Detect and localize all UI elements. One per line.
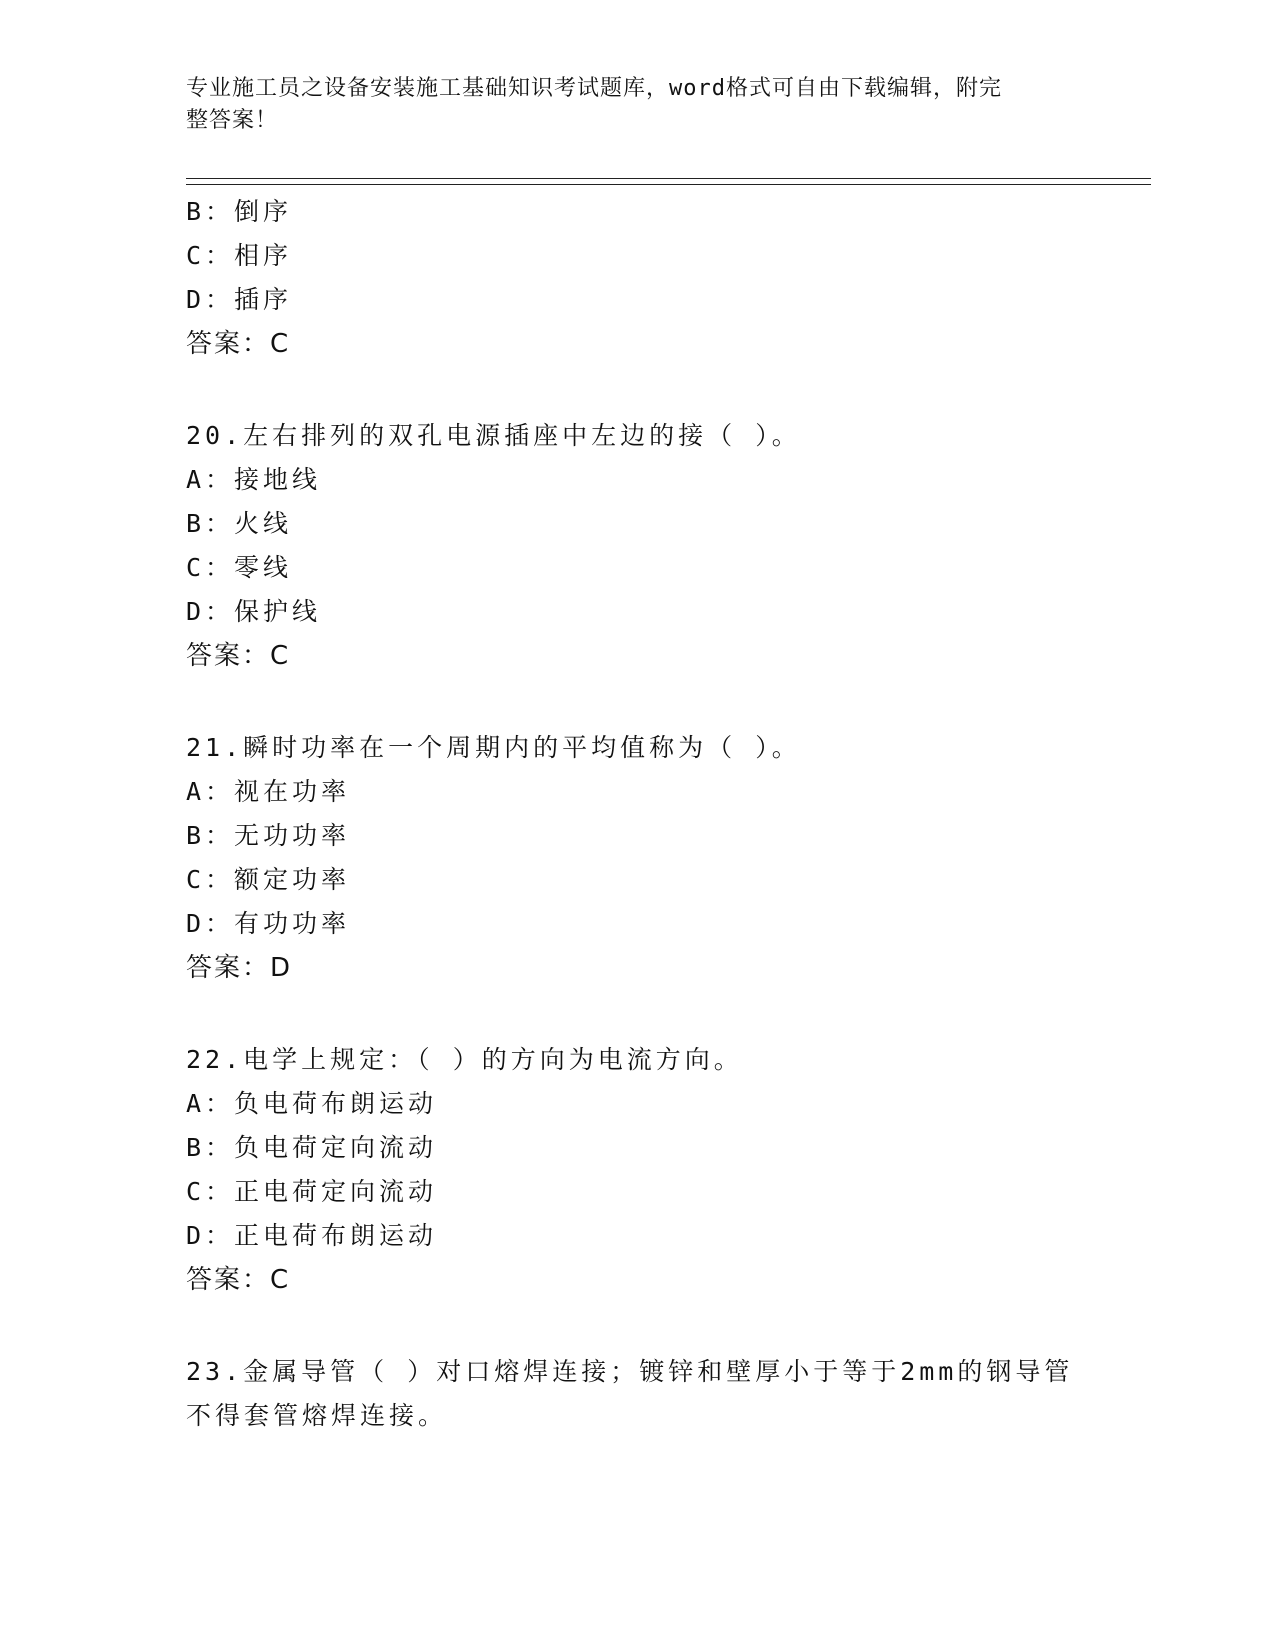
- option-d: D：插序: [186, 285, 293, 314]
- option-c: C：零线: [186, 553, 293, 582]
- option-d: D：正电荷布朗运动: [186, 1221, 438, 1250]
- question-stem: 20.左右排列的双孔电源插座中左边的接（ ）。: [186, 421, 801, 450]
- question-21: [186, 726, 1146, 990]
- option-a: A：接地线: [186, 465, 322, 494]
- header-line-2: 整答案！: [186, 108, 279, 133]
- question-stem-line-2: 不得套管熔焊连接。: [186, 1401, 448, 1430]
- question-list: [186, 190, 1146, 1438]
- answer: 答案：D: [186, 953, 293, 983]
- option-b: B：负电荷定向流动: [186, 1133, 438, 1162]
- answer: 答案：C: [186, 1265, 291, 1295]
- answer: 答案：C: [186, 641, 291, 671]
- option-a: A：视在功率: [186, 777, 351, 806]
- option-a: A：负电荷布朗运动: [186, 1089, 438, 1118]
- option-b: B：无功功率: [186, 821, 351, 850]
- header-line-1: 专业施工员之设备安装施工基础知识考试题库，word格式可自由下载编辑，附完: [186, 76, 1002, 101]
- answer: 答案：C: [186, 329, 291, 359]
- question-22: [186, 1038, 1146, 1302]
- question-20: [186, 414, 1146, 678]
- question-stem: 22.电学上规定：（ ）的方向为电流方向。: [186, 1045, 743, 1074]
- option-b: B：倒序: [186, 197, 293, 226]
- question-stem: 21.瞬时功率在一个周期内的平均值称为（ ）。: [186, 733, 801, 762]
- question-continued: [186, 190, 1146, 366]
- question-stem-line-1: 23.金属导管（ ）对口熔焊连接；镀锌和壁厚小于等于2mm的钢导管: [186, 1357, 1074, 1386]
- header-divider: [186, 178, 1151, 185]
- option-c: C：相序: [186, 241, 293, 270]
- option-d: D：保护线: [186, 597, 322, 626]
- document-header: [186, 73, 1086, 137]
- option-b: B：火线: [186, 509, 293, 538]
- question-23: [186, 1350, 1146, 1438]
- option-d: D：有功功率: [186, 909, 351, 938]
- option-c: C：额定功率: [186, 865, 351, 894]
- option-c: C：正电荷定向流动: [186, 1177, 438, 1206]
